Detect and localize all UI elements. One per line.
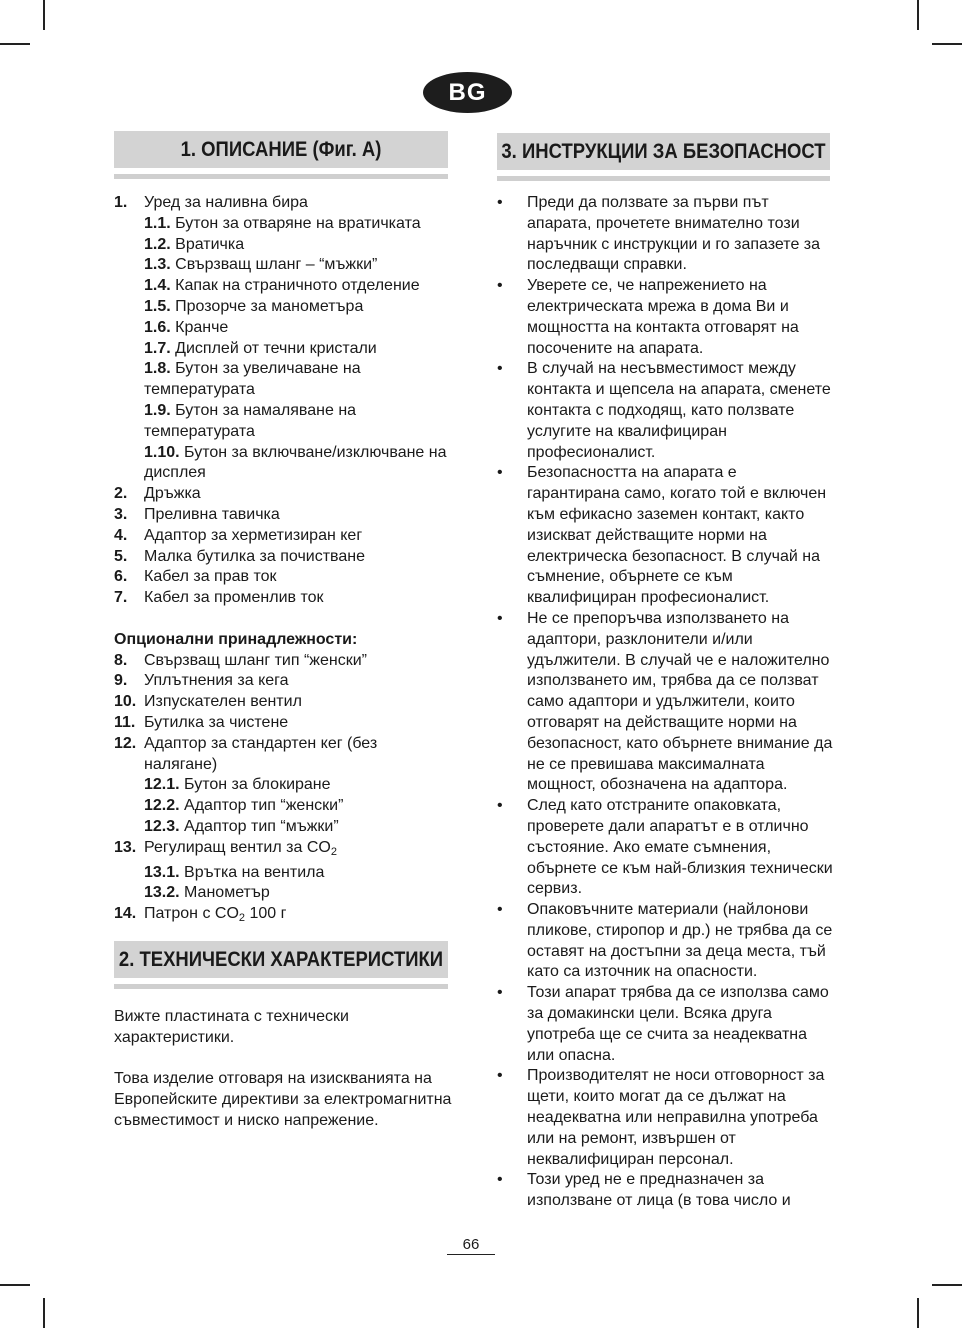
safety-bullet bbox=[497, 609, 833, 796]
list-item bbox=[114, 883, 454, 904]
bullet-text: В случай на несъвместимост между контакта и щепсела на апарата, сменете контакта с подходящ, като ползвате услугите на квалифициран професионалист. bbox=[527, 360, 831, 461]
subitem-text: 12.3. Адаптор тип “мъжки” bbox=[144, 817, 339, 835]
item-number: 1. bbox=[114, 194, 128, 211]
item-text: Регулиращ вентил за CO2 bbox=[144, 838, 337, 858]
list-item bbox=[114, 526, 454, 547]
list-item bbox=[114, 692, 454, 713]
item-number: 2. bbox=[114, 485, 128, 503]
section-divider bbox=[114, 174, 448, 179]
item-number: 12. bbox=[114, 734, 137, 752]
safety-bullet bbox=[497, 193, 833, 276]
subitem-number: 1.2. bbox=[144, 235, 171, 253]
subitem-text: 1.5. Прозорче за манометъра bbox=[144, 297, 364, 315]
optional-accessories-heading: Опционални принадлежности: bbox=[114, 630, 358, 648]
item-text: Свързващ шланг тип “женски” bbox=[144, 651, 367, 669]
list-item bbox=[114, 359, 454, 401]
item-text: Адаптор за стандартен кег (без налягане) bbox=[144, 734, 378, 773]
safety-instructions-list bbox=[497, 193, 833, 1212]
list-item bbox=[114, 671, 454, 692]
section-2-header bbox=[114, 941, 448, 989]
subitem-text: 1.4. Капак на страничното отделение bbox=[144, 277, 420, 295]
crop-mark bbox=[932, 1284, 962, 1286]
item-number: 9. bbox=[114, 672, 128, 690]
crop-mark bbox=[932, 43, 962, 45]
bullet-point: • bbox=[497, 901, 503, 919]
item-text: Кабел за прав ток bbox=[144, 568, 277, 586]
item-text: Патрон с CO2 100 г bbox=[144, 905, 287, 925]
safety-bullet bbox=[497, 1170, 833, 1212]
list-item bbox=[114, 255, 454, 276]
item-text: Уплътнения за кега bbox=[144, 672, 289, 690]
item-number: 3. bbox=[114, 505, 128, 523]
bullet-text: Уверете се, че напрежението на електрическата мрежа в дома Ви и мощността на контакта отговарят на посочените на апарата. bbox=[527, 277, 799, 357]
subitem-text: 1.1. Бутон за отваряне на вратичката bbox=[144, 214, 421, 232]
list-item bbox=[114, 547, 454, 568]
list-item bbox=[114, 214, 454, 235]
subitem-number: 1.7. bbox=[144, 339, 171, 357]
section-1-header bbox=[114, 131, 448, 179]
bullet-text: Безопасността на апарата е гарантирана само, когато той е включен към ефикасно заземен контакт, както изискват действащите норми на електрическа безопасност. В случай на съмнение, обърнете се към квалифициран професионалист. bbox=[527, 464, 827, 607]
safety-bullet bbox=[497, 463, 833, 609]
safety-bullet bbox=[497, 359, 833, 463]
item-number: 6. bbox=[114, 568, 128, 586]
bullet-point: • bbox=[497, 194, 503, 211]
language-badge: BG bbox=[423, 72, 512, 113]
list-item bbox=[114, 713, 454, 734]
subitem-number: 1.10. bbox=[144, 443, 180, 461]
subitem-number: 1.4. bbox=[144, 277, 171, 295]
item-number: 7. bbox=[114, 589, 128, 607]
list-item bbox=[114, 318, 454, 339]
specs-paragraph-2: Това изделие отговаря на изискванията на Европейските директиви за електромагнитна съвместимост и ниско напрежение. bbox=[114, 1070, 452, 1129]
item-text: Кабел за променлив ток bbox=[144, 589, 324, 607]
subitem-text: 1.10. Бутон за включване/изключване на дисплея bbox=[144, 443, 447, 482]
item-text: Уред за наливна бира bbox=[144, 194, 308, 211]
list-item bbox=[114, 235, 454, 256]
crop-mark bbox=[917, 1298, 919, 1328]
bullet-point: • bbox=[497, 797, 503, 815]
bullet-point: • bbox=[497, 464, 503, 482]
item-number: 4. bbox=[114, 526, 128, 544]
list-item bbox=[114, 863, 454, 884]
item-number: 8. bbox=[114, 651, 128, 669]
bullet-point: • bbox=[497, 277, 503, 295]
subitem-text: 12.1. Бутон за блокиране bbox=[144, 776, 331, 794]
subitem-number: 12.2. bbox=[144, 797, 180, 815]
section-2-title: 2. ТЕХНИЧЕСКИ ХАРАКТЕРИСТИКИ bbox=[134, 941, 428, 978]
list-item bbox=[114, 339, 454, 360]
subitem-number: 1.1. bbox=[144, 214, 171, 232]
subitem-number: 12.3. bbox=[144, 817, 180, 835]
section-divider bbox=[497, 176, 830, 181]
bullet-text: След като отстраните опаковката, проверете дали апаратът е в отлично състояние. Ако емате съмнения, обърнете се към най-близкия технически сервиз. bbox=[527, 797, 833, 898]
subitem-text: 1.8. Бутон за увеличаване на температурата bbox=[144, 360, 361, 399]
item-number: 13. bbox=[114, 838, 137, 856]
list-item bbox=[114, 817, 454, 838]
page-number: 66 bbox=[447, 1236, 495, 1255]
item-text: Дръжка bbox=[144, 485, 201, 503]
item-text: Бутилка за чистене bbox=[144, 713, 289, 731]
subitem-text: 1.6. Кранче bbox=[144, 318, 229, 336]
item-text: Преливна тавичка bbox=[144, 505, 280, 523]
section-3-header bbox=[497, 133, 830, 181]
subitem-number: 1.6. bbox=[144, 318, 171, 336]
list-item bbox=[114, 775, 454, 796]
bullet-point: • bbox=[497, 1067, 503, 1085]
subitem-text: 13.1. Врътка на вентила bbox=[144, 863, 325, 881]
list-item bbox=[114, 904, 454, 929]
bullet-text: Производителят не носи отговорност за щети, които могат да се дължат на неадекватна или неправилна употреба или на ремонт, извършен от неквалифициран персонал. bbox=[527, 1067, 825, 1168]
item-text: Малка бутилка за почистване bbox=[144, 547, 365, 565]
list-item bbox=[114, 276, 454, 297]
bullet-point: • bbox=[497, 360, 503, 378]
subitem-text: 1.2. Вратичка bbox=[144, 235, 245, 253]
section-divider bbox=[114, 984, 448, 989]
section-3-title: 3. ИНСТРУКЦИИ ЗА БЕЗОПАСНОСТ bbox=[517, 133, 810, 170]
list-item bbox=[114, 796, 454, 817]
list-item bbox=[114, 734, 454, 776]
crop-mark bbox=[43, 1298, 45, 1328]
subitem-number: 1.8. bbox=[144, 360, 171, 378]
item-text: Адаптор за херметизиран кег bbox=[144, 526, 363, 544]
subitem-text: 1.9. Бутон за намаляване на температурата bbox=[144, 401, 357, 440]
list-item bbox=[114, 567, 454, 588]
bullet-text: Опаковъчните материали (найлонови пликове, стиропор и др.) не трябва да се оставят на достъпни за деца места, тъй като са източник на опасности. bbox=[527, 901, 833, 981]
item-text: Изпускателен вентил bbox=[144, 693, 302, 711]
safety-bullet bbox=[497, 1066, 833, 1170]
list-item bbox=[114, 297, 454, 318]
list-item bbox=[114, 401, 454, 443]
list-item bbox=[114, 505, 454, 526]
technical-specs-text bbox=[114, 1007, 454, 1132]
crop-mark bbox=[43, 0, 45, 30]
bullet-text: Този уред не е предназначен за използване от лица (в това число и bbox=[527, 1171, 791, 1210]
subitem-number: 1.9. bbox=[144, 401, 171, 419]
subitem-text: 1.7. Дисплей от течни кристали bbox=[144, 339, 377, 357]
list-item bbox=[114, 193, 454, 214]
item-number: 11. bbox=[114, 713, 136, 731]
subitem-text: 1.3. Свързващ шланг – “мъжки” bbox=[144, 256, 378, 274]
list-item bbox=[114, 588, 454, 609]
subitem-number: 1.5. bbox=[144, 297, 171, 315]
list-item bbox=[114, 484, 454, 505]
specs-paragraph-1: Вижте пластината с технически характеристики. bbox=[114, 1008, 349, 1046]
list-item bbox=[114, 651, 454, 672]
bullet-text: Не се препоръчва използването на адаптори, разклонители и/или удължители. В случай че е наложително използването им, трябва да се ползват само адаптори и удължители, които отговарят на действащите норми на безопасност, като обърнете внимание да не се превишава максималната мощност, обозначена на адаптора. bbox=[527, 609, 833, 794]
bullet-text: Преди да ползвате за първи път апарата, прочетете внимателно този наръчник с инструкции и го запазете за последващи справки. bbox=[527, 194, 821, 274]
subitem-number: 1.3. bbox=[144, 256, 171, 274]
list-item bbox=[114, 443, 454, 485]
bullet-point: • bbox=[497, 609, 503, 627]
item-number: 14. bbox=[114, 905, 137, 923]
subitem-number: 13.2. bbox=[144, 884, 180, 902]
description-list bbox=[114, 193, 454, 929]
safety-bullet bbox=[497, 900, 833, 983]
subitem-number: 13.1. bbox=[144, 863, 180, 881]
item-number: 5. bbox=[114, 547, 128, 565]
subitem-number: 12.1. bbox=[144, 776, 180, 794]
crop-mark bbox=[917, 0, 919, 30]
item-number: 10. bbox=[114, 693, 137, 711]
subitem-text: 13.2. Манометър bbox=[144, 884, 270, 902]
safety-bullet bbox=[497, 276, 833, 359]
list-item bbox=[114, 838, 454, 863]
safety-bullet bbox=[497, 983, 833, 1066]
crop-mark bbox=[0, 1284, 30, 1286]
bullet-text: Този апарат трябва да се използва само за домакински цели. Всяка друга употреба ще се счита за неадекватна или опасна. bbox=[527, 984, 829, 1064]
subitem-text: 12.2. Адаптор тип “женски” bbox=[144, 797, 344, 815]
bullet-point: • bbox=[497, 984, 503, 1002]
bullet-point: • bbox=[497, 1171, 503, 1189]
section-1-title: 1. ОПИСАНИЕ (Фиг. А) bbox=[134, 131, 428, 168]
crop-mark bbox=[0, 43, 30, 45]
safety-bullet bbox=[497, 796, 833, 900]
